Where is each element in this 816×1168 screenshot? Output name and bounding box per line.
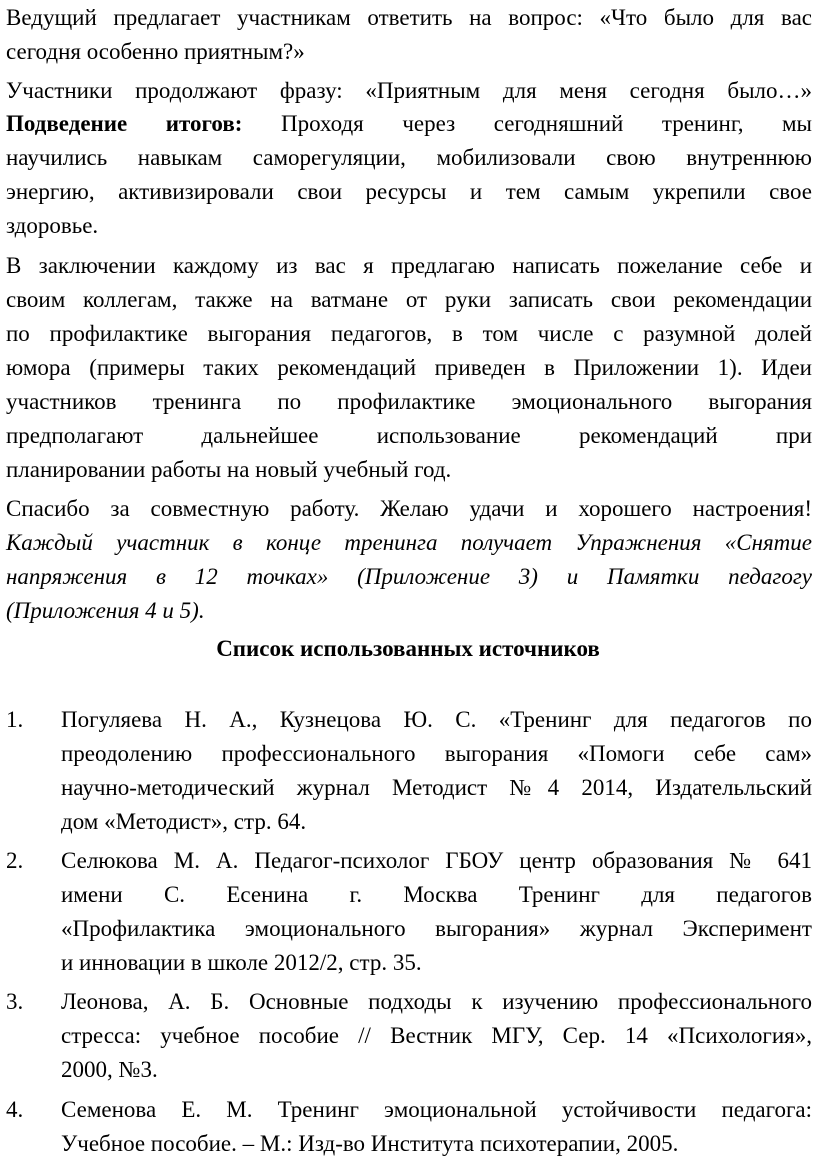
reference-line: и инновации в школе 2012/2, стр. 35.	[61, 950, 422, 975]
reference-number: 2.	[6, 848, 24, 873]
text-line: участников тренинга по профилактике эмоционального выгорания	[6, 389, 812, 414]
text-line: планировании работы на новый учебный год.	[6, 457, 452, 482]
reference-number: 1.	[6, 707, 24, 732]
reference-line: «Профилактика эмоционального выгорания» журнал Эксперимент	[61, 916, 812, 941]
text-line: юмора (примеры таких рекомендаций приведен в Приложении 1). Идеи	[6, 355, 812, 380]
italic-line: напряжения в 12 точках» (Приложение 3) и Памятки педагогу	[6, 564, 812, 589]
text-line: Спасибо за совместную работу. Желаю удачи и хорошего настроения!	[6, 496, 812, 521]
text-line: здоровье.	[6, 213, 99, 238]
text-span: Проходя через сегодняшний тренинг, мы	[280, 111, 812, 136]
text-line: научились навыкам саморегуляции, мобилизовали свою внутреннюю	[6, 145, 812, 170]
text-line: энергию, активизировали свои ресурсы и тем самым укрепили свое	[6, 179, 812, 204]
reference-line: Погуляева Н. А., Кузнецова Ю. С. «Тренинг для педагогов по	[61, 707, 812, 732]
summary-paragraph-first-line	[6, 107, 812, 141]
reference-line: Учебное пособие. – М.: Изд-во Института психотерапии, 2005.	[61, 1131, 679, 1156]
text-line: сегодня особенно приятным?»	[6, 39, 305, 64]
references-heading: Список использованных источников	[216, 636, 600, 661]
reference-line: Селюкова М. А. Педагог-психолог ГБОУ центр образования № 641	[61, 848, 812, 873]
reference-line: Семенова Е. М. Тренинг эмоциональной устойчивости педагога:	[61, 1097, 812, 1122]
text-line: Участники продолжают фразу: «Приятным для меня сегодня было…»	[6, 78, 812, 103]
text-line: по профилактике выгорания педагогов, в том числе с разумной долей	[6, 321, 812, 346]
text-line: предполагают дальнейшее использование рекомендаций при	[6, 423, 812, 448]
reference-line: 2000, №3.	[61, 1057, 158, 1082]
reference-number: 4.	[6, 1097, 24, 1122]
text-line: В заключении каждому из вас я предлагаю написать пожелание себе и	[6, 253, 812, 278]
reference-line: имени С. Есенина г. Москва Тренинг для педагогов	[61, 882, 812, 907]
italic-line: (Приложения 4 и 5).	[6, 598, 205, 623]
text-line: Ведущий предлагает участникам ответить на вопрос: «Что было для вас	[6, 5, 812, 30]
summary-label: Подведение итогов:	[6, 111, 243, 136]
italic-line: Каждый участник в конце тренинга получает Упражнения «Снятие	[6, 530, 812, 555]
reference-line: стресса: учебное пособие // Вестник МГУ, Сер. 14 «Психология»,	[61, 1023, 812, 1048]
reference-line: дом «Методист», стр. 64.	[61, 809, 307, 834]
reference-line: Леонова, А. Б. Основные подходы к изучению профессионального	[61, 989, 812, 1014]
text-line: своим коллегам, также на ватмане от руки записать свои рекомендации	[6, 287, 812, 312]
reference-line: научно-методический журнал Методист №4 2014, Издательльский	[61, 775, 812, 800]
reference-number: 3.	[6, 989, 24, 1014]
reference-line: преодолению профессионального выгорания «Помоги себе сам»	[61, 741, 812, 766]
